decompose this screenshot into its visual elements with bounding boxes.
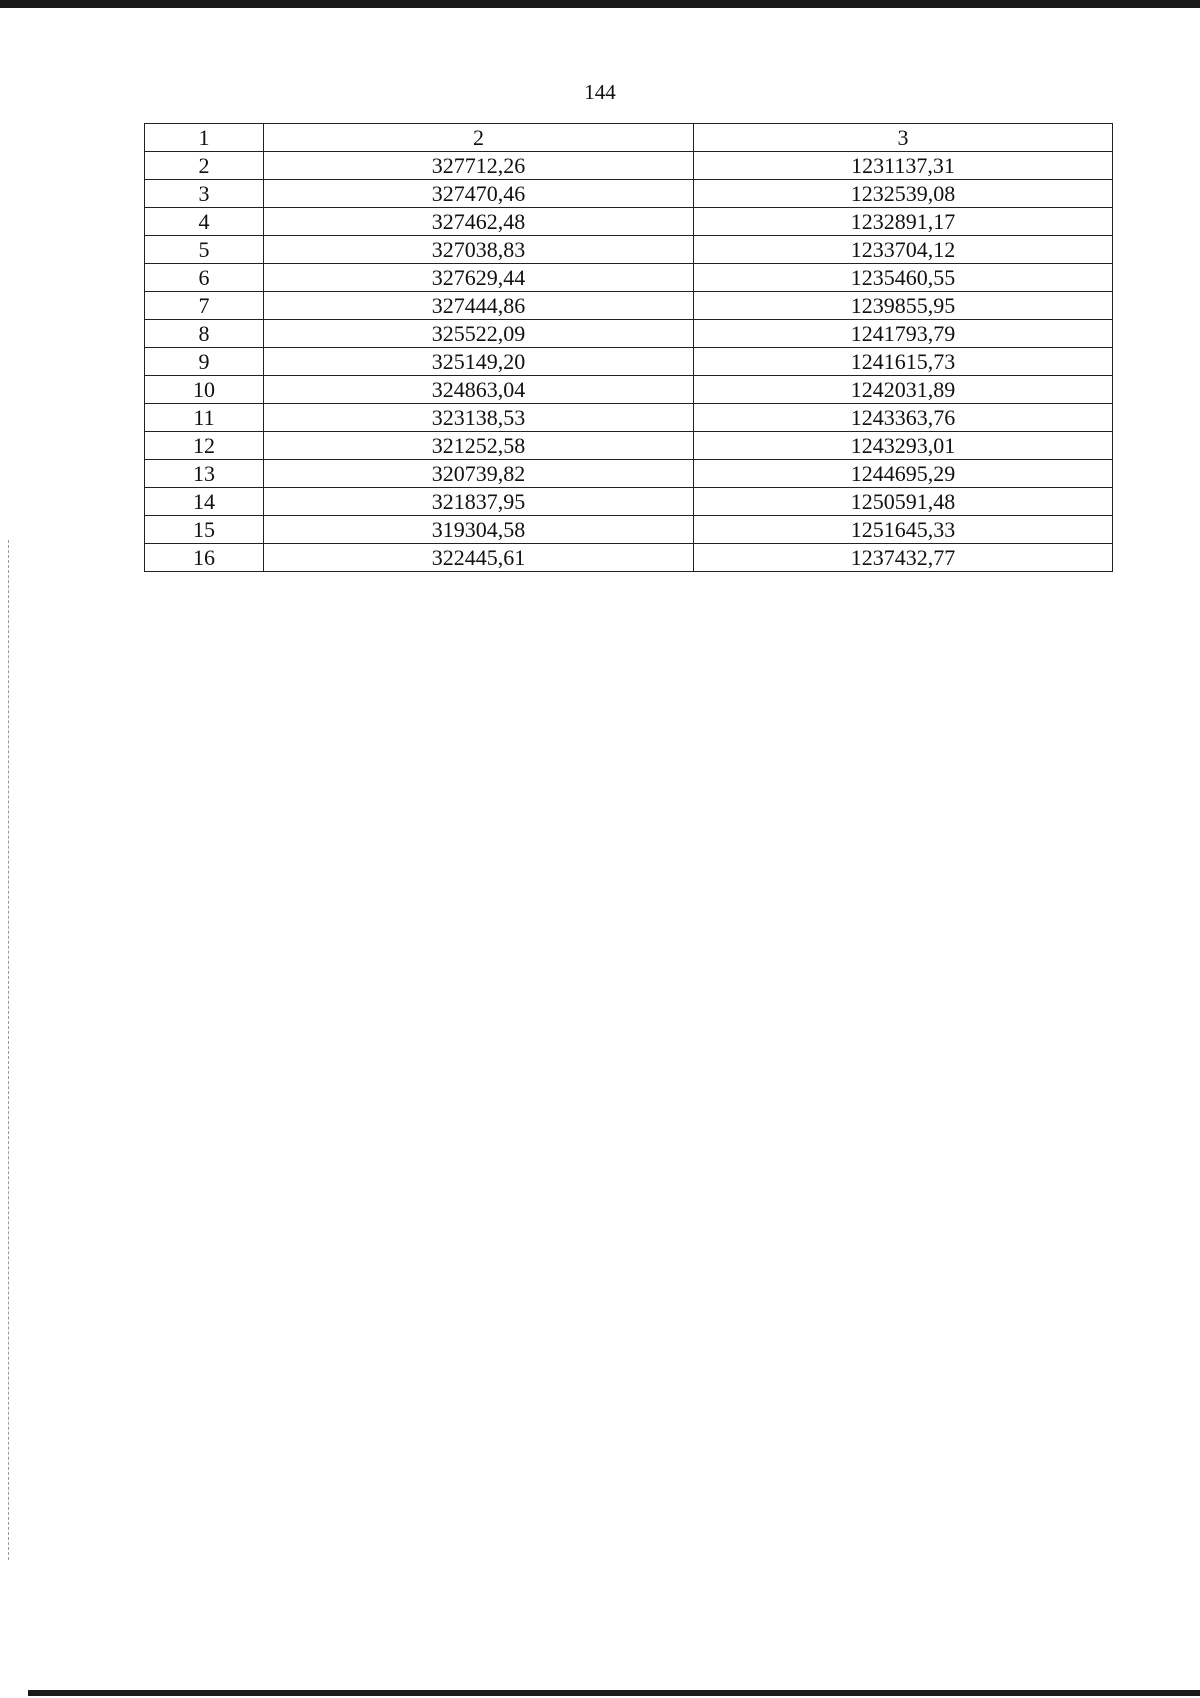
y-coordinate-cell: 1235460,55 <box>694 264 1113 292</box>
x-coordinate-cell: 321252,58 <box>264 432 694 460</box>
x-coordinate-cell: 327038,83 <box>264 236 694 264</box>
x-coordinate-cell: 327470,46 <box>264 180 694 208</box>
y-coordinate-cell: 1242031,89 <box>694 376 1113 404</box>
point-number-cell: 10 <box>145 376 264 404</box>
y-coordinate-cell: 1251645,33 <box>694 516 1113 544</box>
x-coordinate-cell: 327629,44 <box>264 264 694 292</box>
scan-bottom-border <box>28 1690 1200 1696</box>
x-coordinate-cell: 324863,04 <box>264 376 694 404</box>
table-row <box>145 432 1113 460</box>
scan-left-edge <box>8 540 9 1560</box>
table-row <box>145 236 1113 264</box>
table-header-row <box>145 124 1113 152</box>
table-row <box>145 180 1113 208</box>
x-coordinate-cell: 325149,20 <box>264 348 694 376</box>
point-number-cell: 9 <box>145 348 264 376</box>
x-coordinate-cell: 320739,82 <box>264 460 694 488</box>
point-number-cell: 16 <box>145 544 264 572</box>
point-number-cell: 11 <box>145 404 264 432</box>
y-coordinate-cell: 1237432,77 <box>694 544 1113 572</box>
table-row <box>145 348 1113 376</box>
x-coordinate-cell: 327712,26 <box>264 152 694 180</box>
table-row <box>145 208 1113 236</box>
header-cell: 1 <box>145 124 264 152</box>
y-coordinate-cell: 1232539,08 <box>694 180 1113 208</box>
y-coordinate-cell: 1231137,31 <box>694 152 1113 180</box>
point-number-cell: 8 <box>145 320 264 348</box>
y-coordinate-cell: 1233704,12 <box>694 236 1113 264</box>
table-row <box>145 404 1113 432</box>
y-coordinate-cell: 1244695,29 <box>694 460 1113 488</box>
table-row <box>145 152 1113 180</box>
table-row <box>145 544 1113 572</box>
y-coordinate-cell: 1250591,48 <box>694 488 1113 516</box>
scan-top-border <box>0 0 1200 8</box>
y-coordinate-cell: 1241615,73 <box>694 348 1113 376</box>
coordinates-table <box>144 123 1113 572</box>
y-coordinate-cell: 1241793,79 <box>694 320 1113 348</box>
point-number-cell: 7 <box>145 292 264 320</box>
y-coordinate-cell: 1243293,01 <box>694 432 1113 460</box>
x-coordinate-cell: 319304,58 <box>264 516 694 544</box>
point-number-cell: 4 <box>145 208 264 236</box>
x-coordinate-cell: 322445,61 <box>264 544 694 572</box>
point-number-cell: 12 <box>145 432 264 460</box>
point-number-cell: 5 <box>145 236 264 264</box>
point-number-cell: 15 <box>145 516 264 544</box>
x-coordinate-cell: 323138,53 <box>264 404 694 432</box>
x-coordinate-cell: 327462,48 <box>264 208 694 236</box>
page-number: 144 <box>584 80 616 104</box>
x-coordinate-cell: 327444,86 <box>264 292 694 320</box>
point-number-cell: 13 <box>145 460 264 488</box>
header-cell: 2 <box>264 124 694 152</box>
table-row <box>145 320 1113 348</box>
y-coordinate-cell: 1243363,76 <box>694 404 1113 432</box>
point-number-cell: 14 <box>145 488 264 516</box>
point-number-cell: 6 <box>145 264 264 292</box>
table-row <box>145 376 1113 404</box>
table-row <box>145 516 1113 544</box>
table-row <box>145 292 1113 320</box>
x-coordinate-cell: 321837,95 <box>264 488 694 516</box>
table-row <box>145 460 1113 488</box>
table-row <box>145 264 1113 292</box>
y-coordinate-cell: 1232891,17 <box>694 208 1113 236</box>
header-cell: 3 <box>694 124 1113 152</box>
x-coordinate-cell: 325522,09 <box>264 320 694 348</box>
y-coordinate-cell: 1239855,95 <box>694 292 1113 320</box>
point-number-cell: 3 <box>145 180 264 208</box>
point-number-cell: 2 <box>145 152 264 180</box>
table-row <box>145 488 1113 516</box>
